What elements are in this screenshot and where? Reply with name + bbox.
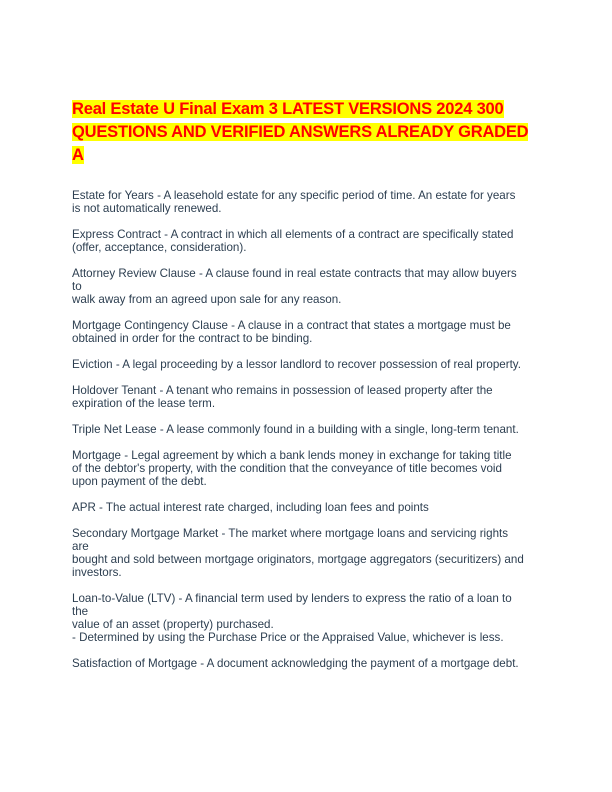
title-line-3: A <box>72 146 84 164</box>
title-line-1: Real Estate U Final Exam 3 LATEST VERSIONS 2024 300 <box>72 100 504 118</box>
entry-estate-for-years: Estate for Years - A leasehold estate for any specific period of time. An estate for years is not automatically renewed. <box>72 189 516 215</box>
glossary-entries <box>72 189 542 670</box>
entry-mortgage: Mortgage - Legal agreement by which a bank lends money in exchange for taking title of the debtor's property, with the condition that the conveyance of title becomes void upon payment of the debt. <box>72 449 512 488</box>
entry-secondary-mortgage-market: Secondary Mortgage Market - The market where mortgage loans and servicing rights are bought and sold between mortgage originators, mortgage aggregators (securitizers) and investors. <box>72 527 524 579</box>
title-line-2: QUESTIONS AND VERIFIED ANSWERS ALREADY GRADED <box>72 123 529 141</box>
entry-satisfaction-of-mortgage: Satisfaction of Mortgage - A document acknowledging the payment of a mortgage debt. <box>72 657 519 670</box>
entry-loan-to-value: Loan-to-Value (LTV) - A financial term used by lenders to express the ratio of a loan to the value of an asset (property) purchased. - Determined by using the Purchase Price or the Appraised Value, whichever is less. <box>72 592 512 644</box>
entry-holdover-tenant: Holdover Tenant - A tenant who remains in possession of leased property after the expiration of the lease term. <box>72 384 493 410</box>
document-page <box>72 98 542 683</box>
entry-express-contract: Express Contract - A contract in which all elements of a contract are specifically stated (offer, acceptance, consideration). <box>72 228 514 254</box>
entry-triple-net-lease: Triple Net Lease - A lease commonly found in a building with a single, long-term tenant. <box>72 423 519 436</box>
entry-attorney-review-clause: Attorney Review Clause - A clause found in real estate contracts that may allow buyers to walk away from an agreed upon sale for any reason. <box>72 267 517 306</box>
document-title <box>72 98 542 167</box>
entry-apr: APR - The actual interest rate charged, including loan fees and points <box>72 501 429 514</box>
entry-mortgage-contingency-clause: Mortgage Contingency Clause - A clause in a contract that states a mortgage must be obtained in order for the contract to be binding. <box>72 319 511 345</box>
entry-eviction: Eviction - A legal proceeding by a lessor landlord to recover possession of real property. <box>72 358 521 371</box>
